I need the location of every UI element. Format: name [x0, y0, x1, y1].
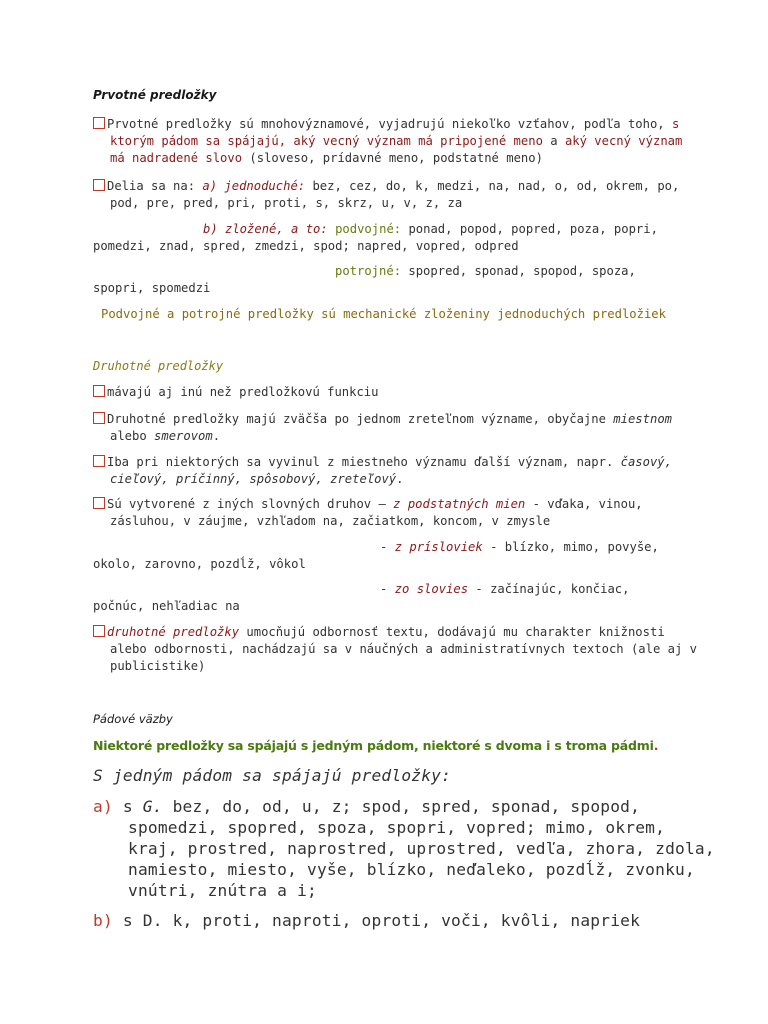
- bullet-paragraph: Prvotné predložky sú mnohovýznamové, vyjadrujú niekoľko vzťahov, podľa toho, s ktorým pádom sa spájajú, aký vecný význam má pripojené meno a aký vecný význam má nadradené slovo (sloveso, prídavné meno, podstatné meno): [93, 116, 700, 167]
- section-heading-primary-prepositions: Prvotné predložky: [93, 88, 217, 102]
- paragraph-compound: b) zložené, a to: podvojné: ponad, popod, popred, poza, popri, pomedzi, znad, spred, zmedzi, spod; napred, vopred, odpred: [93, 222, 658, 253]
- paragraph-verbs: - zo slovies - začínajúc, končiac, počnúc, nehľadiac na: [93, 582, 630, 613]
- bullet-paragraph: Delia sa na: a) jednoduché: bez, cez, do, k, medzi, na, nad, o, od, okrem, po, pod, pre, pred, pri, proti, s, skrz, u, v, z, za: [93, 178, 700, 212]
- note-mechanical-compounds: Podvojné a potrojné predložky sú mechanické zloženiny jednoduchých predložiek: [101, 307, 666, 321]
- checkbox-bullet-icon: [93, 385, 105, 397]
- bullet-paragraph: mávajú aj inú než predložkovú funkciu: [93, 384, 700, 401]
- single-case-heading: S jedným pádom sa spájajú predložky:: [93, 766, 452, 785]
- genitive-list: a) s G. bez, do, od, u, z; spod, spred, sponad, spopod, spomedzi, spopred, spoza, spopri, vopred; mimo, okrem, kraj, prostred, naprostred, uprostred, vedľa, zhora, zdola, namiesto, miesto, vyše, blízko, neďaleko, pozdĺž, zvonku, vnútri, znútra a i;: [93, 797, 715, 900]
- checkbox-bullet-icon: [93, 179, 105, 191]
- bullet-paragraph: Sú vytvorené z iných slovných druhov — z podstatných mien - vďaka, vinou, zásluhou, v záujme, vzhľadom na, začiatkom, koncom, v zmysle: [93, 496, 700, 530]
- checkbox-bullet-icon: [93, 117, 105, 129]
- dative-list: b) s D. k, proti, naproti, oproti, voči, kvôli, napriek: [93, 911, 641, 930]
- section-heading-secondary-prepositions: Druhotné predložky: [93, 359, 224, 373]
- checkbox-bullet-icon: [93, 412, 105, 424]
- checkbox-bullet-icon: [93, 497, 105, 509]
- bullet-paragraph: druhotné predložky umocňujú odbornosť textu, dodávajú mu charakter knižnosti alebo odbornosti, nachádzajú sa v náučných a administratívnych textoch (ale aj v publicistike): [93, 624, 700, 675]
- checkbox-bullet-icon: [93, 625, 105, 637]
- paragraph-triple: potrojné: spopred, sponad, spopod, spoza, spopri, spomedzi: [93, 264, 636, 295]
- paragraph-adverbs: - z prísloviek - blízko, mimo, povyše, okolo, zarovno, pozdĺž, vôkol: [93, 540, 659, 571]
- section-heading-case-government: Pádové väzby: [93, 712, 173, 726]
- bullet-paragraph: Iba pri niektorých sa vyvinul z miestneho významu ďalší význam, napr. časový, cieľový, príčinný, spôsobový, zreteľový.: [93, 454, 700, 488]
- case-government-intro: Niektoré predložky sa spájajú s jedným pádom, niektoré s dvoma i s troma pádmi.: [93, 738, 659, 753]
- checkbox-bullet-icon: [93, 455, 105, 467]
- bullet-paragraph: Druhotné predložky majú zväčša po jednom zreteľnom význame, obyčajne miestnom alebo smerovom.: [93, 411, 700, 445]
